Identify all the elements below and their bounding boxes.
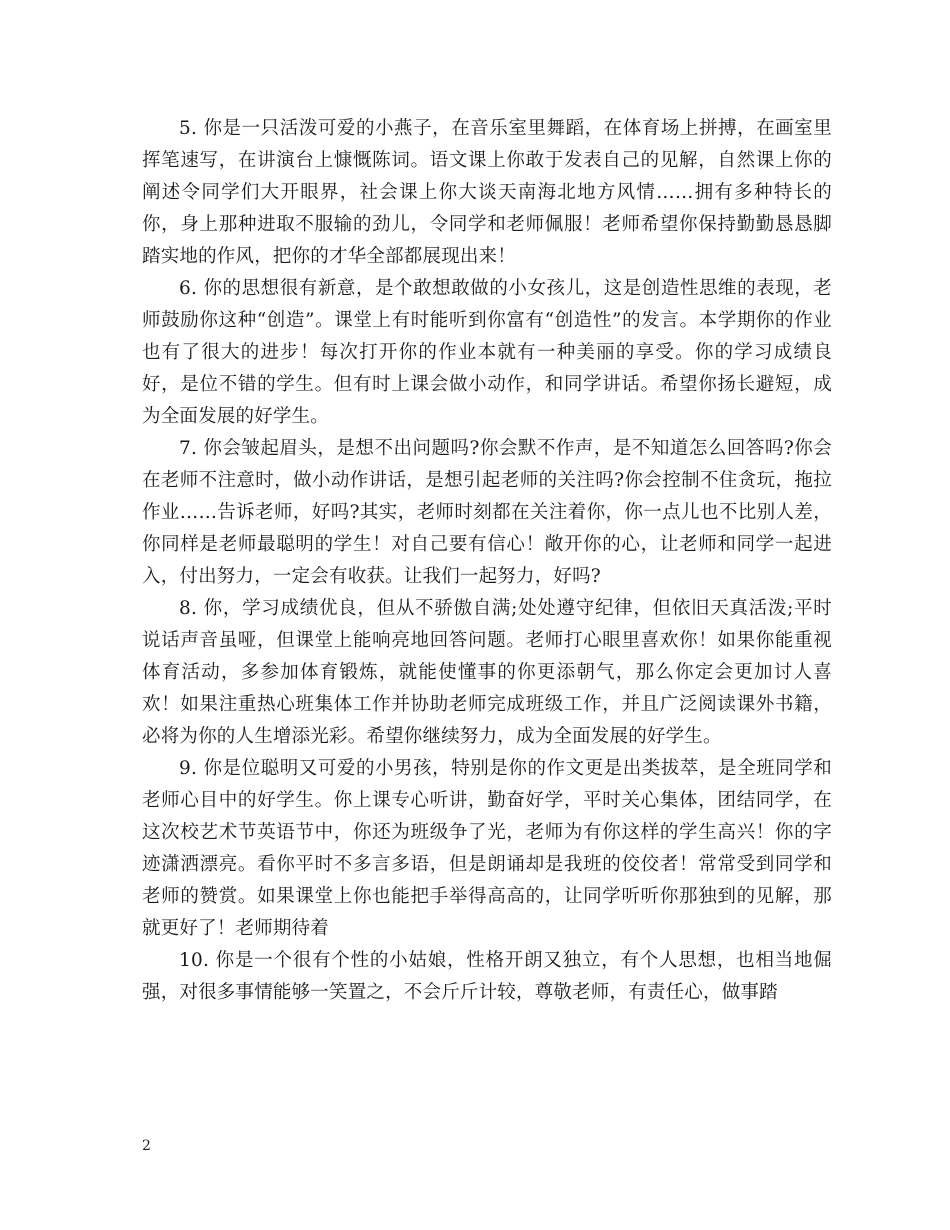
paragraph-6: 6. 你的思想很有新意，是个敢想敢做的小女孩儿，这是创造性思维的表现，老师鼓励你这种“创造”。课堂上有时能听到你富有“创造性”的发言。本学期你的作业也有了很大的进步！每次打开你的作业本就有一种美丽的享受。你的学习成绩良好，是位不错的学生。但有时上课会做小动作，和同学讲话。希望你扬长避短，成为全面发展的好学生。 xyxy=(142,278,832,427)
page-number: 2 xyxy=(142,1138,151,1154)
paragraph-5: 5. 你是一只活泼可爱的小燕子，在音乐室里舞蹈，在体育场上拼搏，在画室里挥笔速写，在讲演台上慷慨陈词。语文课上你敢于发表自己的见解，自然课上你的阐述令同学们大开眼界，社会课上你大谈天南海北地方风情……拥有多种特长的你，身上那种进取不服输的劲儿，令同学和老师佩服！老师希望你保持勤勤恳恳脚踏实地的作风，把你的才华全部都展现出来！ xyxy=(142,118,832,267)
paragraph-8: 8. 你，学习成绩优良，但从不骄傲自满;处处遵守纪律，但依旧天真活泼;平时说话声音虽哑，但课堂上能响亮地回答问题。老师打心眼里喜欢你！如果你能重视体育活动，多参加体育锻炼，就能使懂事的你更添朝气，那么你定会更加讨人喜欢！如果注重热心班集体工作并协助老师完成班级工作，并且广泛阅读课外书籍，必将为你的人生增添光彩。希望你继续努力，成为全面发展的好学生。 xyxy=(142,598,832,747)
paragraph-9: 9. 你是位聪明又可爱的小男孩，特别是你的作文更是出类拔萃，是全班同学和老师心目中的好学生。你上课专心听讲，勤奋好学，平时关心集体，团结同学，在这次校艺术节英语节中，你还为班级争了光，老师为有你这样的学生高兴！你的字迹潇洒漂亮。看你平时不多言多语，但是朗诵却是我班的佼佼者！常常受到同学和老师的赞赏。如果课堂上你也能把手举得高高的，让同学听听你那独到的见解，那就更好了！老师期待着 xyxy=(142,758,832,939)
page-body xyxy=(142,113,832,1009)
paragraph-7: 7. 你会皱起眉头，是想不出问题吗?你会默不作声，是不知道怎么回答吗?你会在老师不注意时，做小动作讲话，是想引起老师的关注吗?你会控制不住贪玩，拖拉作业……告诉老师，好吗?其实，老师时刻都在关注着你，你一点儿也不比别人差，你同样是老师最聪明的学生！对自己要有信心！敞开你的心，让老师和同学一起进入，付出努力，一定会有收获。让我们一起努力，好吗? xyxy=(142,438,832,587)
paragraph-10: 10. 你是一个很有个性的小姑娘，性格开朗又独立，有个人思想，也相当地倔强，对很多事情能够一笑置之，不会斤斤计较，尊敬老师，有责任心，做事踏 xyxy=(142,950,832,1003)
